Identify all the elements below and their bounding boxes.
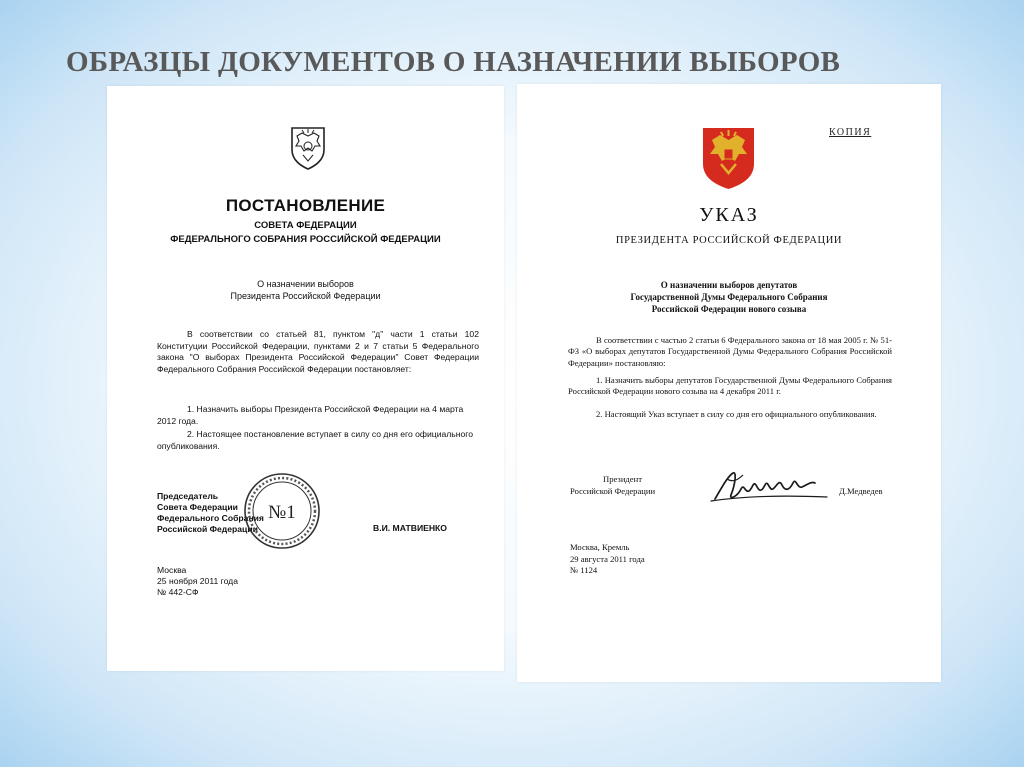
document-postanovlenie <box>107 86 504 671</box>
official-stamp <box>242 471 322 551</box>
document-subject: О назначении выборов <box>257 279 354 289</box>
stamp-number: №1 <box>268 502 296 523</box>
copy-label: КОПИЯ <box>829 127 872 138</box>
document-subtitle: СОВЕТА ФЕДЕРАЦИИ <box>254 220 357 231</box>
document-paragraph: 2. Настоящий Указ вступает в силу со дня его официального опубликования. <box>596 409 877 419</box>
signatory-position: Президент Российской Федерации <box>570 474 656 496</box>
document-subject: Государственной Думы Федерального Собрания <box>630 292 828 302</box>
document-title: ПОСТАНОВЛЕНИЕ <box>225 196 386 215</box>
document-subtitle: ФЕДЕРАЛЬНОГО СОБРАНИЯ РОССИЙСКОЙ ФЕДЕРАЦИИ <box>170 234 441 245</box>
signer-name: Д.Медведев <box>839 486 883 496</box>
document-paragraph: 2. Настоящее постановление вступает в силу со дня его официального опубликования. <box>157 429 474 451</box>
coat-of-arms-icon <box>288 124 328 170</box>
document-subtitle: ПРЕЗИДЕНТА РОССИЙСКОЙ ФЕДЕРАЦИИ <box>615 235 843 246</box>
signer-name: В.И. МАТВИЕНКО <box>373 523 447 533</box>
document-paragraph: 1. Назначить выборы депутатов Государственной Думы Федерального Собрания Российской Федерации нового созыва на 4 декабря 2011 г. <box>568 375 892 397</box>
handwritten-signature <box>707 467 832 507</box>
document-paragraph: 1. Назначить выборы Президента Российской Федерации на 4 марта 2012 года. <box>157 404 464 426</box>
signatory-position: Председатель Совета Федерации Федерального Собрания Российской Федерации <box>157 491 264 534</box>
document-subject: Президента Российской Федерации <box>230 291 381 301</box>
document-ukaz <box>517 84 941 682</box>
document-subject: О назначении выборов депутатов <box>660 280 798 290</box>
slide-title: ОБРАЗЦЫ ДОКУМЕНТОВ О НАЗНАЧЕНИИ ВЫБОРОВ <box>66 46 841 78</box>
document-place-date: Москва, Кремль 29 августа 2011 года № 1124 <box>570 542 645 575</box>
document-paragraph: В соответствии с частью 2 статьи 6 Федерального закона от 18 мая 2005 г. № 51-ФЗ «О выборах депутатов Государственной Думы Федерального Собрания Российской Федерации» постановляю: <box>568 335 892 368</box>
document-subject: Российской Федерации нового созыва <box>651 304 807 314</box>
document-title: УКАЗ <box>699 204 759 226</box>
document-paragraph: В соответствии со статьей 81, пунктом "д" части 1 статьи 102 Конституции Российской Федерации, пунктами 2 и 7 статьи 5 Федерального закона "О выборах Президента Российской Федерации" Совет Федерации Федерального Собрания Российской Федерации постановляет: <box>157 329 479 374</box>
coat-of-arms-icon <box>701 126 756 190</box>
document-place-date: Москва 25 ноября 2011 года № 442-СФ <box>157 565 238 597</box>
